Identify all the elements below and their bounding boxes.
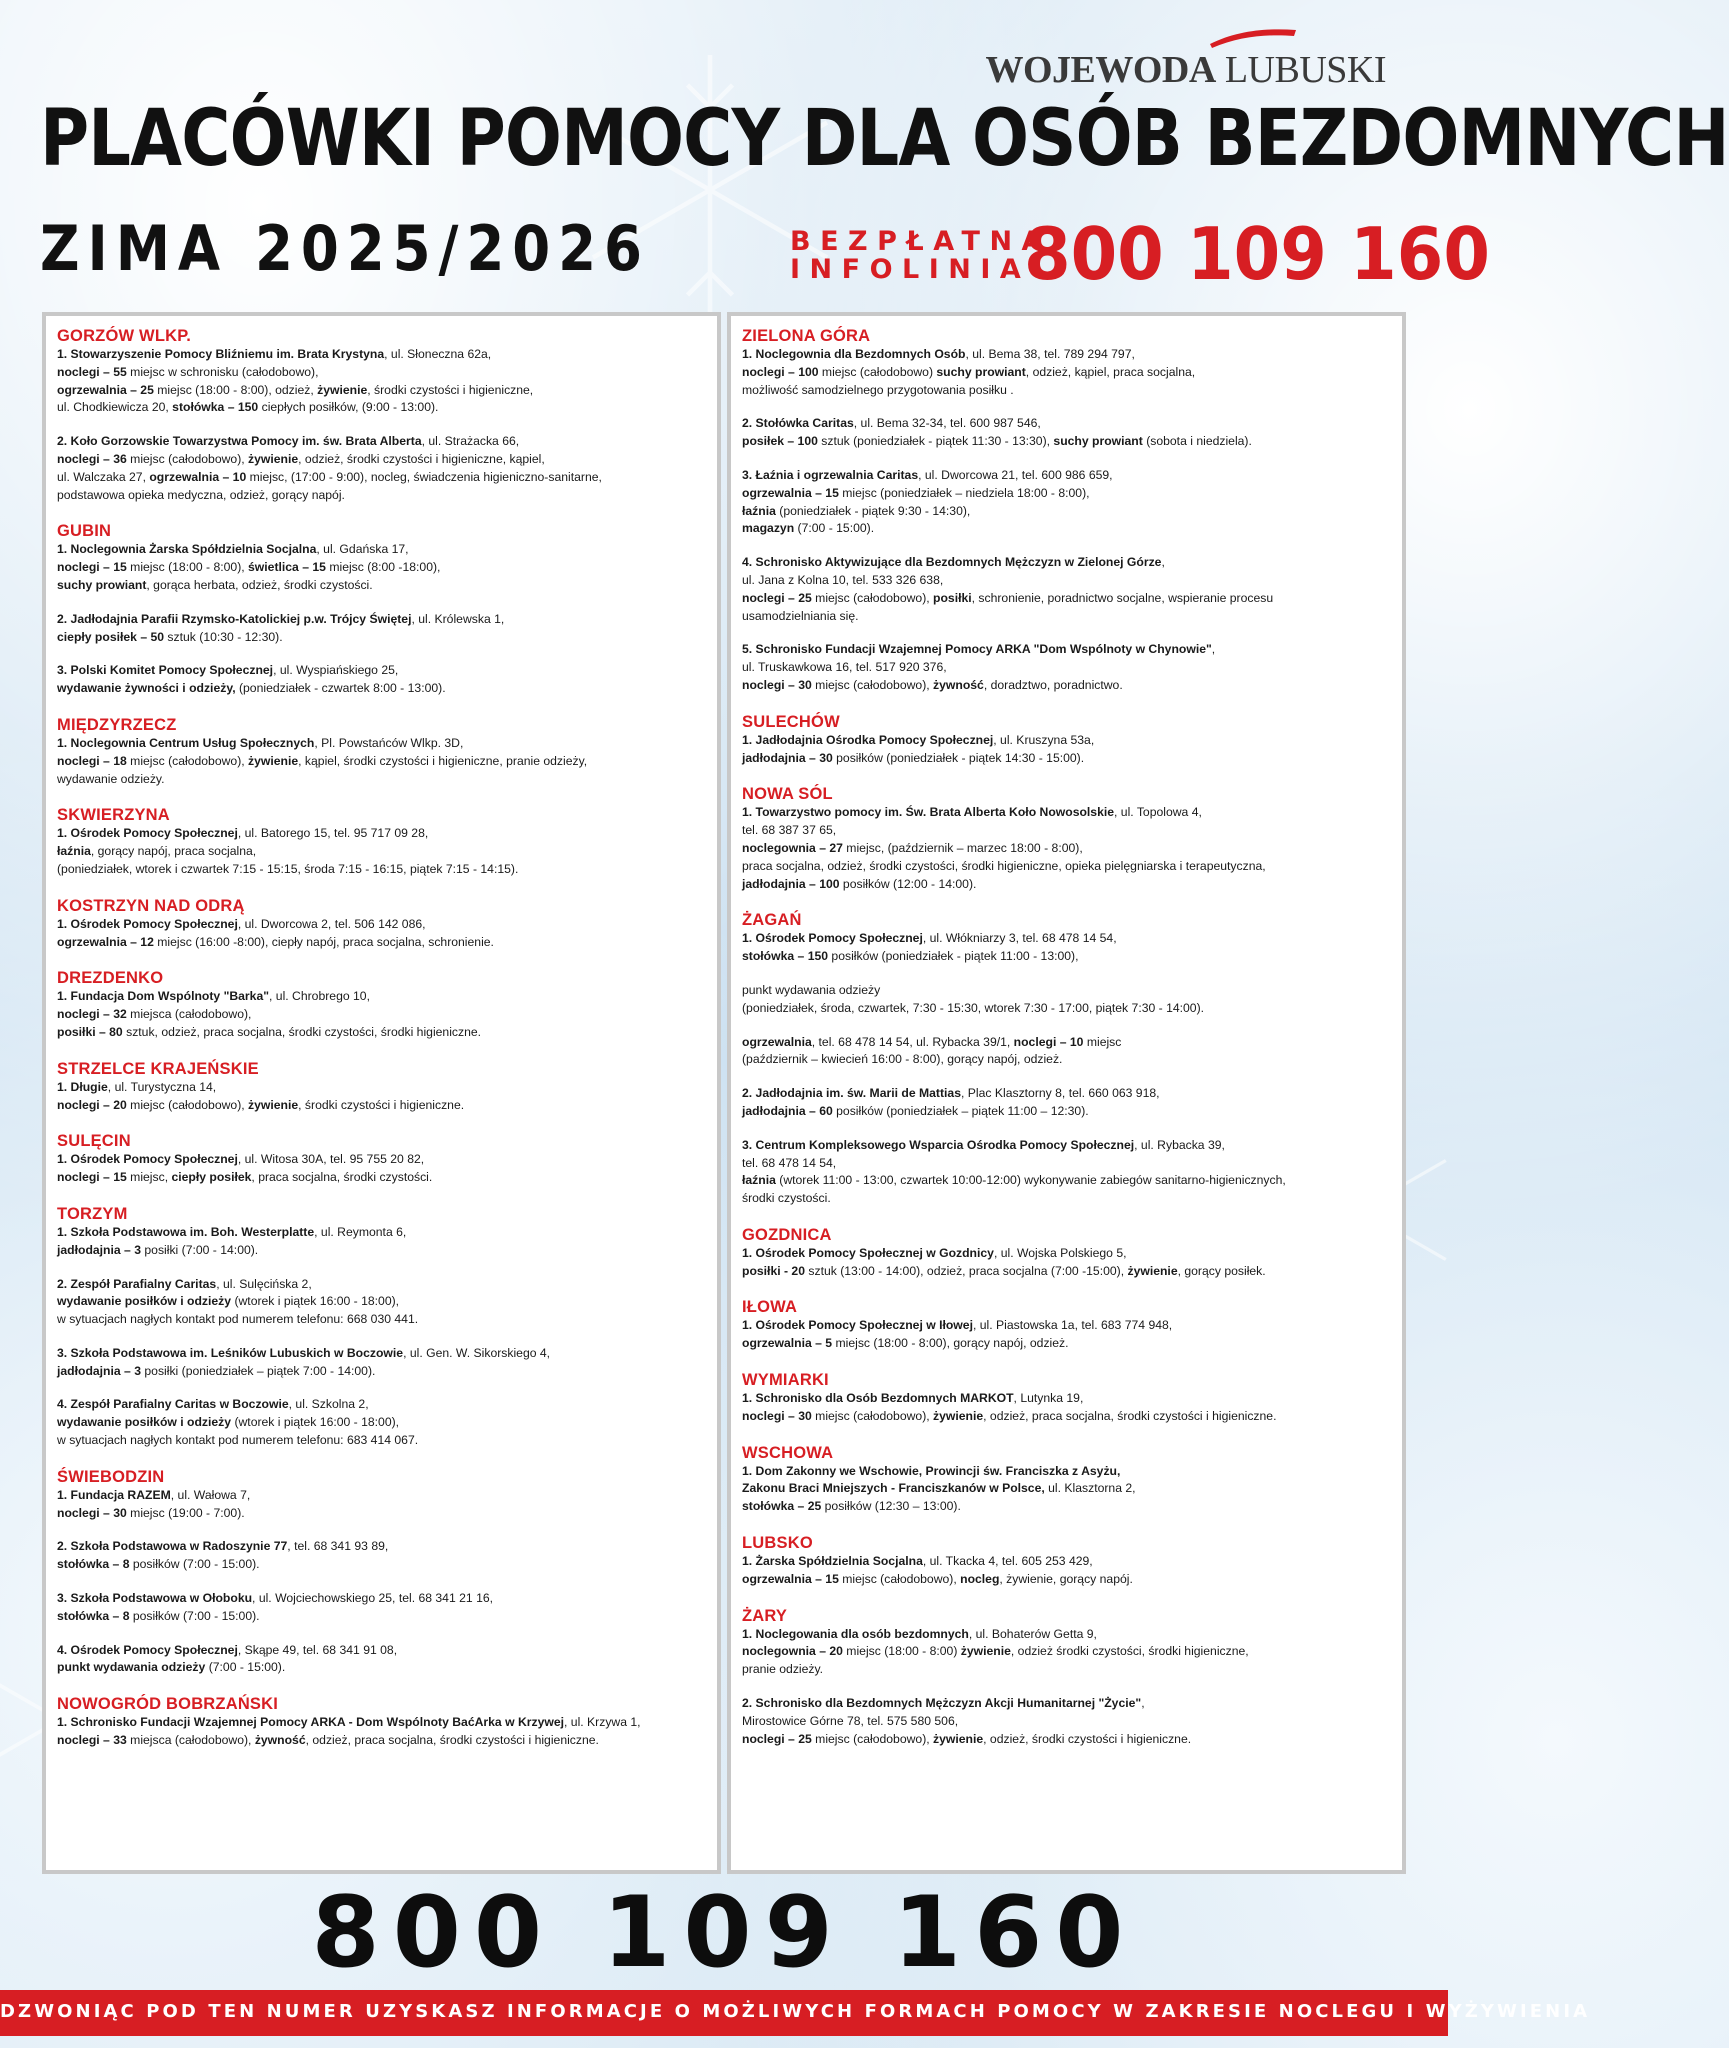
facility-entry-line: 1. Ośrodek Pomocy Społecznej, ul. Dworcowa 2, tel. 506 142 086, — [57, 916, 426, 931]
facility-entry-line: (październik – kwiecień 16:00 - 8:00), gorący napój, odzież. — [742, 1052, 1063, 1067]
facility-entry-line: łaźnia, gorący napój, praca socjalna, — [57, 844, 257, 859]
facility-entry-line: 1. Ośrodek Pomocy Społecznej, ul. Włókniarzy 3, tel. 68 478 14 54, — [742, 931, 1117, 946]
facility-entry-line: stołówka – 8 posiłków (7:00 - 15:00). — [57, 1557, 260, 1572]
facility-entry — [57, 1151, 705, 1187]
facility-entry-line: 1. Noclegownia dla Bezdomnych Osób, ul. Bema 38, tel. 789 294 797, — [742, 347, 1135, 361]
city-heading: ŚWIEBODZIN — [57, 1467, 165, 1486]
facility-entry-line: ogrzewalnia – 25 miejsc (18:00 - 8:00), odzież, żywienie, środki czystości i higieniczne, — [57, 382, 534, 397]
facility-entry-line: ogrzewalnia – 15 miejsc (poniedziałek – niedziela 18:00 - 8:00), — [742, 485, 1090, 500]
facility-entry-line: 1. Noclegownia Centrum Usług Społecznych, Pl. Powstańców Wlkp. 3D, — [57, 735, 464, 750]
city-heading: IŁOWA — [742, 1298, 798, 1317]
city-heading: SULĘCIN — [57, 1132, 131, 1151]
facility-entry — [742, 346, 1390, 399]
facility-entry-line: punkt wydawania odzieży — [742, 982, 881, 997]
facility-entry-line: 2. Zespół Parafialny Caritas, ul. Sulęcińska 2, — [57, 1276, 312, 1291]
facility-entry-line: noclegi – 32 miejsca (całodobowo), — [57, 1007, 252, 1022]
facility-entry-line: noclegi – 55 miejsc w schronisku (całodobowo), — [57, 364, 319, 379]
logo-text: WOJEWODA LUBUSKI — [985, 49, 1386, 91]
city-heading: LUBSKO — [742, 1534, 813, 1553]
facility-entry-line: ul. Chodkiewicza 20, stołówka – 150 ciepłych posiłków, (9:00 - 13:00). — [57, 400, 439, 415]
facility-entry-line: 2. Szkoła Podstawowa w Radoszynie 77, tel. 68 341 93 89, — [57, 1539, 389, 1554]
facility-entry-line: 1. Fundacja RAZEM, ul. Wałowa 7, — [57, 1487, 251, 1502]
facility-entry-line: Mirostowice Górne 78, tel. 575 580 506, — [742, 1713, 959, 1728]
facility-entry-line: ul. Walczaka 27, ogrzewalnia – 10 miejsc, (17:00 - 9:00), nocleg, świadczenia higieniczno-sanitarne, — [57, 469, 602, 484]
facility-entry-line: 2. Jadłodajnia im. św. Marii de Mattias, Plac Klasztorny 8, tel. 660 063 918, — [742, 1086, 1160, 1101]
facility-entry — [57, 1345, 705, 1381]
facility-entry-line: stołówka – 25 posiłków (12:30 – 13:00). — [742, 1499, 961, 1514]
city-heading: WYMIARKI — [742, 1371, 829, 1390]
facility-entry-line: magazyn (7:00 - 15:00). — [742, 521, 875, 536]
facility-entry — [57, 1538, 705, 1574]
facility-entry-line: 1. Ośrodek Pomocy Społecznej, ul. Witosa 30A, tel. 95 755 20 82, — [57, 1152, 425, 1167]
page-title: PLACÓWKI POMOCY DLA OSÓB BEZDOMNYCH — [40, 94, 1729, 184]
free-infoline-label: BEZPŁATNA INFOLINIA — [790, 226, 1052, 285]
facility-entry-line: 2. Schronisko dla Bezdomnych Mężczyzn Akcji Humanitarnej "Życie", — [742, 1696, 1145, 1711]
facility-entry-line: 1. Towarzystwo pomocy im. Św. Brata Alberta Koło Nowosolskie, ul. Topolowa 4, — [742, 805, 1202, 820]
facility-entry — [57, 1276, 705, 1329]
facility-entry-line: możliwość samodzielnego przygotowania posiłku . — [742, 382, 1014, 397]
left-column-panel — [42, 312, 721, 1874]
facility-entry — [57, 825, 705, 878]
facility-entry — [57, 1590, 705, 1626]
facility-entry-line: wydawanie posiłków i odzieży (wtorek i piątek 16:00 - 18:00), — [57, 1415, 400, 1430]
facility-entry-line: stołówka – 8 posiłków (7:00 - 15:00). — [57, 1608, 260, 1623]
facility-entry-line: ul. Truskawkowa 16, tel. 517 920 376, — [742, 660, 947, 675]
facility-entry-line: w sytuacjach nagłych kontakt pod numerem telefonu: 668 030 441. — [57, 1312, 419, 1327]
facility-entry — [742, 1463, 1390, 1516]
facility-entry-line: 2. Jadłodajnia Parafii Rzymsko-Katolickiej p.w. Trójcy Świętej, ul. Królewska 1, — [57, 611, 505, 626]
facility-entry-line: Zakonu Braci Mniejszych - Franciszkanów w Polsce, ul. Klasztorna 2, — [742, 1481, 1136, 1496]
facility-entry-line: noclegownia – 20 miejsc (18:00 - 8:00) żywienie, odzież środki czystości, środki higieniczne, — [742, 1644, 1249, 1659]
facility-entry — [742, 467, 1390, 538]
facility-entry-line: ogrzewalnia, tel. 68 478 14 54, ul. Rybacka 39/1, noclegi – 10 miejsc — [742, 1034, 1122, 1049]
facility-entry — [57, 541, 705, 594]
facility-entry-line: posiłki - 20 sztuk (13:00 - 14:00), odzież, praca socjalna (7:00 -15:00), żywienie, gorący posiłek. — [742, 1263, 1266, 1278]
facility-entry — [57, 1642, 705, 1678]
facility-entry-line: noclegi – 36 miejsc (całodobowo), żywienie, odzież, środki czystości i higieniczne, kąpiel, — [57, 451, 545, 466]
facility-entry-line: noclegi – 15 miejsc (18:00 - 8:00), świetlica – 15 miejsc (8:00 -18:00), — [57, 560, 441, 575]
facility-entry — [57, 988, 705, 1041]
city-heading: MIĘDZYRZECZ — [57, 715, 177, 734]
facility-entry-line: 5. Schronisko Fundacji Wzajemnej Pomocy ARKA "Dom Wspólnoty w Chynowie", — [742, 642, 1216, 657]
facility-entry-line: praca socjalna, odzież, środki czystości, środki higieniczne, opieka pielęgniarska i terapeutyczna, — [742, 858, 1266, 873]
city-heading: GOZDNICA — [742, 1225, 832, 1244]
city-heading: NOWA SÓL — [742, 785, 833, 804]
facility-entry-line: 1. Szkoła Podstawowa im. Boh. Westerplatte, ul. Reymonta 6, — [57, 1224, 407, 1239]
facility-entry-line: stołówka – 150 posiłków (poniedziałek - piątek 11:00 - 13:00), — [742, 949, 1079, 964]
facility-entry-line: 1. Noclegowania dla osób bezdomnych, ul. Bohaterów Getta 9, — [742, 1626, 1097, 1641]
footer-info-text: DZWONIĄC POD TEN NUMER UZYSKASZ INFORMACJE O MOŻLIWYCH FORMACH POMOCY W ZAKRESIE NOCLEGU I WYŻYWIENIA — [0, 2001, 1591, 2022]
facility-entry — [742, 1137, 1390, 1208]
city-heading: GUBIN — [57, 522, 112, 541]
city-heading: SULECHÓW — [742, 712, 840, 731]
facility-entry — [57, 611, 705, 647]
facility-entry-line: (poniedziałek, środa, czwartek, 7:30 - 15:30, wtorek 7:30 - 17:00, piątek 7:30 - 14:00). — [742, 1000, 1205, 1015]
facility-entry — [742, 1626, 1390, 1679]
facility-entry-line: 4. Zespół Parafialny Caritas w Boczowie, ul. Szkolna 2, — [57, 1397, 369, 1412]
city-heading: NOWOGRÓD BOBRZAŃSKI — [57, 1695, 279, 1714]
facility-entry-line: 1. Ośrodek Pomocy Społecznej, ul. Batorego 15, tel. 95 717 09 28, — [57, 826, 429, 841]
facility-entry-line: 3. Szkoła Podstawowa w Ołoboku, ul. Wojciechowskiego 25, tel. 68 341 21 16, — [57, 1591, 494, 1606]
facility-entry-line: w sytuacjach nagłych kontakt pod numerem telefonu: 683 414 067. — [57, 1433, 419, 1448]
facility-entry-line: 1. Schronisko dla Osób Bezdomnych MARKOT, Lutynka 19, — [742, 1391, 1084, 1406]
facility-entry-line: pranie odzieży. — [742, 1662, 824, 1677]
facility-entry-line: podstawowa opieka medyczna, odzież, gorący napój. — [57, 487, 345, 502]
facility-entry-line: noclegi – 25 miejsc (całodobowo), żywienie, odzież, środki czystości i higieniczne. — [742, 1731, 1192, 1746]
facility-entry-line: noclegi – 30 miejsc (19:00 - 7:00). — [57, 1505, 245, 1520]
facility-entry-line: 1. Schronisko Fundacji Wzajemnej Pomocy ARKA - Dom Wspólnoty BaćArka w Krzywej, ul. Krzywa 1, — [57, 1715, 641, 1730]
facility-entry-line: 1. Długie, ul. Turystyczna 14, — [57, 1079, 217, 1094]
facility-entry-line: 3. Polski Komitet Pomocy Społecznej, ul. Wyspiańskiego 25, — [57, 663, 399, 678]
city-heading: ŻARY — [742, 1606, 788, 1625]
facility-entry-line: ul. Jana z Kolna 10, tel. 533 326 638, — [742, 572, 944, 587]
facility-entry-line: noclegi – 20 miejsc (całodobowo), żywienie, środki czystości i higieniczne. — [57, 1097, 465, 1112]
facility-entry-line: środki czystości. — [742, 1191, 831, 1206]
facility-entry — [742, 415, 1390, 451]
facility-entry-line: (poniedziałek, wtorek i czwartek 7:15 - 15:15, środa 7:15 - 16:15, piątek 7:15 - 14:15). — [57, 861, 519, 876]
facility-entry-line: jadłodajnia – 100 posiłków (12:00 - 14:00). — [742, 876, 977, 891]
facility-entry-line: 1. Dom Zakonny we Wschowie, Prowincji św. Franciszka z Asyżu, — [742, 1463, 1121, 1478]
facility-entry-line: tel. 68 387 37 65, — [742, 823, 837, 838]
facility-entry-line: wydawanie odzieży. — [57, 771, 165, 786]
facility-entry — [57, 662, 705, 698]
facility-entry-line: ogrzewalnia – 12 miejsc (16:00 -8:00), ciepły napój, praca socjalna, schronienie. — [57, 934, 494, 949]
facility-entry-line: posiłki – 80 sztuk, odzież, praca socjalna, środki czystości, środki higieniczne. — [57, 1024, 482, 1039]
facility-entry — [57, 1487, 705, 1523]
facility-entry-line: tel. 68 478 14 54, — [742, 1155, 837, 1170]
facility-entry — [742, 1085, 1390, 1121]
right-column-panel — [727, 312, 1406, 1874]
voivode-logo — [985, 26, 1386, 92]
facility-entry-line: ogrzewalnia – 15 miejsc (całodobowo), nocleg, żywienie, gorący napój. — [742, 1571, 1133, 1586]
flag-swoosh-icon — [1208, 26, 1298, 50]
facility-entry-line: 3. Łaźnia i ogrzewalnia Caritas, ul. Dworcowa 21, tel. 600 986 659, — [742, 467, 1113, 482]
facility-entry-line: noclegi – 25 miejsc (całodobowo), posiłki, schronienie, poradnictwo socjalne, wspieranie procesu — [742, 590, 1274, 605]
facility-entry-line: jadłodajnia – 30 posiłków (poniedziałek - piątek 14:30 - 15:00). — [742, 750, 1085, 765]
city-heading: WSCHOWA — [742, 1443, 834, 1462]
facility-entry-line: łaźnia (poniedziałek - piątek 9:30 - 14:30), — [742, 503, 971, 518]
facility-entry-line: 1. Żarska Spółdzielnia Socjalna, ul. Tkacka 4, tel. 605 253 429, — [742, 1554, 1093, 1569]
facility-entry-line: 1. Jadłodajnia Ośrodka Pomocy Społecznej, ul. Kruszyna 53a, — [742, 732, 1095, 747]
snowflake-decoration — [520, 40, 900, 340]
bottom-phone-number[interactable]: 800 109 160 — [311, 1876, 1137, 1990]
facility-entry-line: noclegi – 30 miejsc (całodobowo), żywienie, odzież, praca socjalna, środki czystości i higieniczne. — [742, 1408, 1277, 1423]
city-heading: TORZYM — [57, 1204, 128, 1223]
facility-entry-line: 2. Stołówka Caritas, ul. Bema 32-34, tel. 600 987 546, — [742, 416, 1041, 431]
facility-entry-line: noclegi – 15 miejsc, ciepły posiłek, praca socjalna, środki czystości. — [57, 1170, 433, 1185]
city-heading: STRZELCE KRAJEŃSKIE — [57, 1059, 259, 1078]
facility-entry-line: 1. Ośrodek Pomocy Społecznej w Iłowej, ul. Piastowska 1a, tel. 683 774 948, — [742, 1318, 1173, 1333]
facility-entry — [742, 641, 1390, 694]
facility-entry — [57, 1396, 705, 1449]
facility-entry — [57, 433, 705, 504]
season-label: ZIMA 2025/2026 — [40, 212, 650, 285]
facility-entry-line: 4. Ośrodek Pomocy Społecznej, Skąpe 49, tel. 68 341 91 08, — [57, 1642, 398, 1657]
facility-entry-line: 1. Stowarzyszenie Pomocy Bliźniemu im. Brata Krystyna, ul. Słoneczna 62a, — [57, 347, 492, 361]
facility-entry — [57, 1714, 705, 1750]
facility-entry — [742, 1553, 1390, 1589]
facility-entry-line: noclegi – 100 miejsc (całodobowo) suchy prowiant, odzież, kąpiel, praca socjalna, — [742, 364, 1196, 379]
facility-entry-line: 4. Schronisko Aktywizujące dla Bezdomnych Mężczyzn w Zielonej Górze, — [742, 555, 1165, 570]
city-heading: ŻAGAŃ — [742, 911, 802, 930]
facility-entry — [57, 916, 705, 952]
facility-entry — [742, 982, 1390, 1018]
facility-entry-line: ciepły posiłek – 50 sztuk (10:30 - 12:30). — [57, 629, 283, 644]
facility-entry-line: jadłodajnia – 60 posiłków (poniedziałek – piątek 11:00 – 12:30). — [742, 1103, 1089, 1118]
city-heading: DREZDENKO — [57, 969, 164, 988]
facility-entry — [742, 554, 1390, 625]
city-heading: GORZÓW WLKP. — [57, 327, 192, 345]
facility-entry — [742, 1695, 1390, 1748]
infoline-phone-number[interactable]: 800 109 160 — [1024, 212, 1490, 296]
facility-entry-line: 3. Szkoła Podstawowa im. Leśników Lubuskich w Boczowie, ul. Gen. W. Sikorskiego 4, — [57, 1345, 551, 1360]
city-heading: KOSTRZYN NAD ODRĄ — [57, 896, 245, 915]
facility-entry-line: 1. Noclegownia Żarska Spółdzielnia Socjalna, ul. Gdańska 17, — [57, 542, 409, 557]
facility-entry — [742, 804, 1390, 893]
facility-entry — [57, 346, 705, 417]
facility-entry — [57, 1079, 705, 1115]
facility-entry-line: noclegi – 30 miejsc (całodobowo), żywność, doradztwo, poradnictwo. — [742, 677, 1123, 692]
facility-entry-line: usamodzielniania się. — [742, 608, 859, 623]
facility-entry — [742, 1390, 1390, 1426]
facility-entry — [742, 930, 1390, 966]
facility-entry-line: jadłodajnia – 3 posiłki (7:00 - 14:00). — [57, 1242, 259, 1257]
facility-entry — [57, 1224, 705, 1260]
facility-entry-line: wydawanie żywności i odzieży, (poniedziałek - czwartek 8:00 - 13:00). — [57, 681, 446, 696]
city-heading: SKWIERZYNA — [57, 806, 170, 825]
facility-entry-line: noclegi – 18 miejsc (całodobowo), żywienie, kąpiel, środki czystości i higieniczne, pranie odzieży, — [57, 753, 588, 768]
facility-entry-line: 1. Fundacja Dom Wspólnoty "Barka", ul. Chrobrego 10, — [57, 989, 370, 1004]
facility-entry-line: wydawanie posiłków i odzieży (wtorek i piątek 16:00 - 18:00), — [57, 1294, 400, 1309]
facility-entry-line: 3. Centrum Kompleksowego Wsparcia Ośrodka Pomocy Społecznej, ul. Rybacka 39, — [742, 1137, 1225, 1152]
facility-entry-line: ogrzewalnia – 5 miejsc (18:00 - 8:00), gorący napój, odzież. — [742, 1336, 1069, 1351]
facility-entry — [742, 1245, 1390, 1281]
facility-entry-line: 1. Ośrodek Pomocy Społecznej w Gozdnicy, ul. Wojska Polskiego 5, — [742, 1245, 1127, 1260]
facility-entry-line: noclegownia – 27 miejsc, (październik – marzec 18:00 - 8:00), — [742, 840, 1083, 855]
facility-entry-line: punkt wydawania odzieży (7:00 - 15:00). — [57, 1660, 286, 1675]
facility-entry-line: posiłek – 100 sztuk (poniedziałek - piątek 11:30 - 13:30), suchy prowiant (sobota i niedziela). — [742, 434, 1252, 449]
facility-entry — [57, 735, 705, 788]
facility-entry-line: suchy prowiant, gorąca herbata, odzież, środki czystości. — [57, 577, 373, 592]
facility-entry — [742, 732, 1390, 768]
facility-entry — [742, 1317, 1390, 1353]
facility-entry-line: łaźnia (wtorek 11:00 - 13:00, czwartek 10:00-12:00) wykonywanie zabiegów sanitarno-higienicznych, — [742, 1173, 1286, 1188]
facility-entry-line: 2. Koło Gorzowskie Towarzystwa Pomocy im. św. Brata Alberta, ul. Strażacka 66, — [57, 434, 520, 449]
facility-entry — [742, 1034, 1390, 1070]
facility-entry-line: noclegi – 33 miejsca (całodobowo), żywność, odzież, praca socjalna, środki czystości i higieniczne. — [57, 1733, 599, 1748]
facility-entry-line: jadłodajnia – 3 posiłki (poniedziałek – piątek 7:00 - 14:00). — [57, 1363, 376, 1378]
city-heading: ZIELONA GÓRA — [742, 327, 871, 345]
